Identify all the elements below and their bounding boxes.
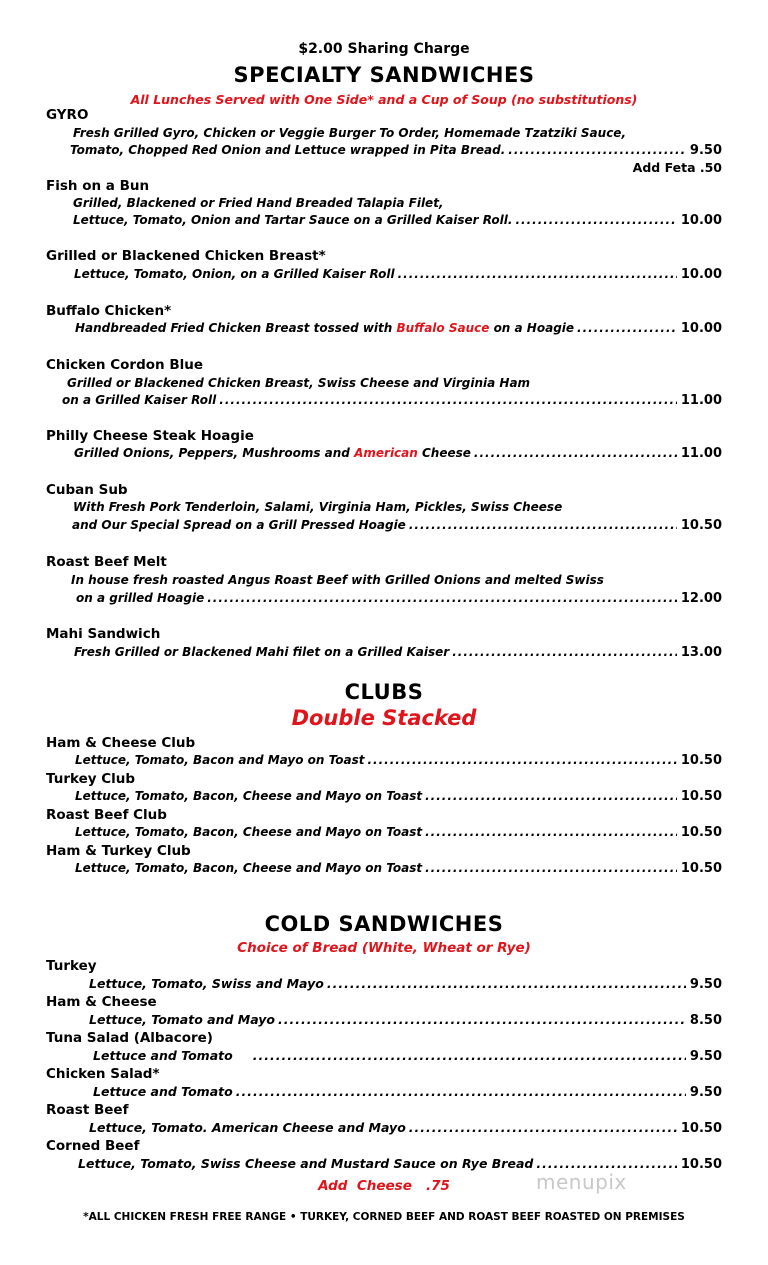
american-text: American — [354, 446, 418, 460]
cold-subtitle: Choice of Bread (White, Wheat or Rye) — [237, 940, 531, 956]
dot-leader — [425, 789, 677, 803]
item-price: 9.50 — [689, 977, 722, 992]
item-desc: on a grilled Hoagie — [76, 591, 205, 605]
dot-leader — [207, 591, 677, 605]
item-name: Buffalo Chicken* — [46, 303, 172, 319]
item-name: Roast Beef Club — [46, 807, 167, 823]
item-desc: Lettuce, Tomato, Bacon, Cheese and Mayo on Toast — [75, 825, 423, 839]
item-price: 10.00 — [680, 213, 722, 228]
item-price: 10.00 — [680, 267, 722, 282]
price-row — [75, 753, 722, 768]
item-desc: In house fresh roasted Angus Roast Beef with Grilled Onions and melted Swiss — [71, 573, 604, 587]
item-name: Turkey Club — [46, 771, 136, 787]
cold-title: COLD SANDWICHES — [264, 912, 504, 936]
item-name: Ham & Cheese Club — [46, 735, 196, 751]
item-desc: and Our Special Spread on a Grill Pressed Hoagie — [72, 518, 406, 532]
dot-leader — [425, 825, 677, 839]
item-desc: Lettuce, Tomato, Bacon, Cheese and Mayo on Toast — [75, 861, 423, 875]
item-name: Chicken Salad* — [46, 1066, 160, 1082]
item-price: 13.00 — [680, 645, 722, 660]
item-desc: Fresh Grilled or Blackened Mahi filet on a Grilled Kaiser — [74, 645, 450, 659]
dot-leader — [515, 213, 676, 227]
item-desc: Lettuce, Tomato. American Cheese and Mayo — [89, 1120, 406, 1135]
dot-leader — [278, 1012, 686, 1027]
item-price: 8.50 — [689, 1013, 722, 1028]
item-price: 10.50 — [680, 1121, 722, 1136]
price-row — [74, 267, 722, 282]
item-desc: Lettuce, Tomato and Mayo — [89, 1012, 276, 1027]
item-desc: Lettuce, Tomato, Bacon and Mayo on Toast — [75, 753, 365, 767]
price-row — [70, 143, 722, 158]
item-desc: Grilled Onions, Peppers, Mushrooms and American Cheese — [74, 446, 471, 460]
dot-leader — [425, 861, 677, 875]
item-desc: Lettuce, Tomato, Swiss Cheese and Mustard Sauce on Rye Bread — [78, 1156, 534, 1171]
item-name: Turkey — [46, 958, 97, 974]
dot-leader — [452, 645, 677, 659]
add-cheese: Add Cheese .75 — [318, 1178, 450, 1194]
dot-leader — [367, 753, 676, 767]
item-desc: Lettuce, Tomato, Onion, on a Grilled Kaiser Roll — [74, 267, 395, 281]
item-desc: Lettuce, Tomato, Bacon, Cheese and Mayo on Toast — [75, 789, 423, 803]
item-name: Ham & Cheese — [46, 994, 157, 1010]
dot-leader — [398, 267, 677, 281]
price-row — [75, 789, 722, 804]
item-desc: Grilled or Blackened Chicken Breast, Swiss Cheese and Virginia Ham — [67, 376, 531, 390]
item-name: Roast Beef — [46, 1102, 129, 1118]
item-name: Tuna Salad (Albacore) — [46, 1030, 213, 1046]
item-desc: Lettuce, Tomato, Swiss and Mayo — [89, 976, 324, 991]
item-desc: Grilled, Blackened or Fried Hand Breaded Talapia Filet, — [73, 196, 444, 210]
item-price: 9.50 — [689, 143, 722, 158]
item-name: GYRO — [46, 107, 89, 123]
item-name: Chicken Cordon Blue — [46, 357, 204, 373]
item-name: Cuban Sub — [46, 482, 128, 498]
item-desc: Fresh Grilled Gyro, Chicken or Veggie Burger To Order, Homemade Tzatziki Sauce, — [73, 126, 627, 140]
item-name: Philly Cheese Steak Hoagie — [46, 428, 254, 444]
item-price: 9.50 — [689, 1049, 722, 1064]
item-price: 11.00 — [680, 446, 722, 461]
item-desc: Lettuce and Tomato — [93, 1084, 233, 1099]
item-price: 10.50 — [680, 861, 722, 876]
specialty-title: SPECIALTY SANDWICHES — [233, 63, 535, 87]
specialty-subtitle: All Lunches Served with One Side* and a Cup of Soup (no substitutions) — [130, 92, 638, 107]
price-row — [89, 976, 722, 992]
addon-feta: Add Feta .50 — [632, 160, 722, 175]
price-row — [72, 518, 722, 533]
dot-leader — [253, 1048, 686, 1063]
item-name: Corned Beef — [46, 1138, 140, 1154]
dot-leader — [409, 1120, 677, 1135]
dot-leader — [409, 518, 677, 532]
price-row — [93, 1048, 722, 1064]
item-desc: Tomato, Chopped Red Onion and Lettuce wrapped in Pita Bread. — [70, 143, 506, 157]
price-row — [75, 825, 722, 840]
item-price: 11.00 — [680, 393, 722, 408]
item-name: Ham & Turkey Club — [46, 843, 191, 859]
dot-leader — [474, 446, 677, 460]
price-row — [89, 1120, 722, 1136]
item-price: 10.50 — [680, 518, 722, 533]
dot-leader — [577, 321, 677, 335]
item-desc: Handbreaded Fried Chicken Breast tossed with Buffalo Sauce on a Hoagie — [75, 321, 575, 335]
item-name: Fish on a Bun — [46, 178, 150, 194]
dot-leader — [327, 976, 686, 991]
item-price: 10.00 — [680, 321, 722, 336]
dot-leader — [536, 1156, 677, 1171]
price-row — [93, 1084, 722, 1100]
item-desc: on a Grilled Kaiser Roll — [62, 393, 217, 407]
footer-note: *ALL CHICKEN FRESH FREE RANGE • TURKEY, CORNED BEEF AND ROAST BEEF ROASTED ON PREMISES — [83, 1211, 685, 1223]
item-price: 10.50 — [680, 753, 722, 768]
sharing-charge: $2.00 Sharing Charge — [298, 41, 470, 57]
item-desc: Lettuce and Tomato — [93, 1048, 233, 1063]
item-price: 9.50 — [689, 1085, 722, 1100]
clubs-subtitle: Double Stacked — [291, 706, 477, 730]
dot-leader — [236, 1084, 686, 1099]
price-row — [74, 446, 722, 461]
dot-leader — [219, 393, 677, 407]
clubs-title: CLUBS — [344, 680, 424, 704]
price-row — [74, 645, 722, 660]
item-price: 10.50 — [680, 825, 722, 840]
item-price: 10.50 — [680, 1157, 722, 1172]
buffalo-sauce-text: Buffalo Sauce — [396, 321, 490, 335]
price-row — [89, 1012, 722, 1028]
item-name: Roast Beef Melt — [46, 554, 167, 570]
item-price: 12.00 — [680, 591, 722, 606]
dot-leader — [508, 143, 686, 157]
price-row — [75, 861, 722, 876]
item-desc: With Fresh Pork Tenderloin, Salami, Virginia Ham, Pickles, Swiss Cheese — [73, 500, 563, 514]
item-name: Mahi Sandwich — [46, 626, 161, 642]
item-desc: Lettuce, Tomato, Onion and Tartar Sauce on a Grilled Kaiser Roll. — [73, 213, 513, 227]
item-name: Grilled or Blackened Chicken Breast* — [46, 248, 326, 264]
price-row — [73, 213, 722, 228]
price-row — [62, 393, 722, 408]
price-row — [76, 591, 722, 606]
item-price: 10.50 — [680, 789, 722, 804]
watermark-logo: menupix — [536, 1170, 627, 1194]
price-row — [75, 321, 722, 336]
